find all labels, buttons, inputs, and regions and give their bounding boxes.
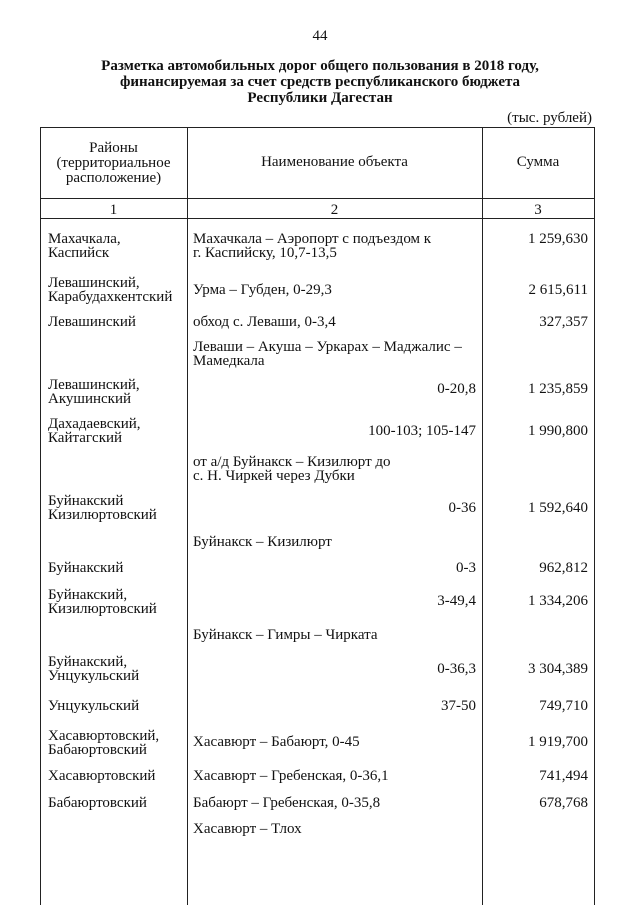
object-cell: 0-36,3 [437, 661, 476, 677]
object-cell: 3-49,4 [437, 593, 476, 609]
object-cell: 0-36 [448, 500, 476, 516]
object-cell [193, 796, 483, 810]
district-cell [48, 494, 188, 522]
district-line: Акушинский [48, 391, 132, 407]
table-header-divider [40, 198, 595, 199]
object-line: Буйнакск – Кизилюрт [193, 534, 332, 550]
district-line: Кайтагский [48, 430, 123, 446]
object-line: с. Н. Чиркей через Дубки [193, 468, 355, 484]
header-districts-line: (территориальное [56, 155, 171, 171]
table-left-border [40, 127, 41, 905]
district-line: Кизилюртовский [48, 601, 157, 617]
district-line: Унцукульский [48, 668, 140, 684]
district-line: Дахадаевский, [48, 416, 141, 432]
title-line-2: финансируемая за счет средств республиканского бюджета [119, 74, 521, 90]
units-label: (тыс. рублей) [507, 110, 592, 126]
district-line: Левашинский [48, 314, 136, 330]
object-cell [193, 735, 483, 749]
district-line: Буйнакский [48, 493, 124, 509]
district-line: Левашинский, [48, 377, 140, 393]
title-line-3: Республики Дагестан [247, 90, 393, 106]
district-line: Хасавюртовский [48, 768, 156, 784]
district-cell [48, 417, 188, 445]
object-line: Хасавюрт – Гребенская, 0-36,1 [193, 768, 389, 784]
object-cell [193, 455, 483, 483]
page-number: 44 [312, 28, 328, 44]
sum-cell: 327,357 [539, 314, 588, 330]
title-line-1: Разметка автомобильных дорог общего пользования в 2018 году, [101, 58, 539, 74]
district-line: Хасавюртовский, [48, 728, 160, 744]
district-cell [48, 378, 188, 406]
sum-cell: 678,768 [539, 795, 588, 811]
district-cell [48, 315, 188, 329]
object-line: Урма – Губден, 0-29,3 [193, 282, 332, 298]
district-cell [48, 655, 188, 683]
object-line: Хасавюрт – Бабаюрт, 0-45 [193, 734, 360, 750]
district-line: Левашинский, [48, 275, 140, 291]
district-cell [48, 769, 188, 783]
object-cell [193, 535, 483, 549]
object-cell [193, 283, 483, 297]
district-line: Бабаюртовский [48, 795, 147, 811]
header-districts-line: Районы [89, 140, 138, 156]
object-cell: 100-103; 105-147 [368, 423, 476, 439]
object-line: г. Каспийску, 10,7-13,5 [193, 245, 337, 261]
object-cell [193, 315, 483, 329]
object-cell [193, 769, 483, 783]
table-top-border [40, 127, 595, 128]
sum-cell: 1 334,206 [528, 593, 588, 609]
object-cell [193, 822, 483, 836]
sum-cell: 749,710 [539, 698, 588, 714]
district-cell [48, 588, 188, 616]
header-sum: Сумма [516, 154, 560, 170]
district-line: Унцукульский [48, 698, 140, 714]
object-line: Буйнакск – Гимры – Чирката [193, 627, 378, 643]
object-cell: 0-20,8 [437, 381, 476, 397]
col-number-2: 2 [330, 202, 339, 218]
district-line: Кизилюртовский [48, 507, 157, 523]
sum-cell: 1 919,700 [528, 734, 588, 750]
object-line: от а/д Буйнакск – Кизилюрт до [193, 454, 391, 470]
sum-cell: 1 259,630 [528, 231, 588, 247]
district-line: Карабудахкентский [48, 289, 173, 305]
col-number-1: 1 [109, 202, 118, 218]
object-cell [193, 232, 483, 260]
district-line: Буйнакский, [48, 587, 128, 603]
object-cell: 0-3 [456, 560, 476, 576]
district-line: Бабаюртовский [48, 742, 147, 758]
object-line: Мамедкала [193, 353, 265, 369]
header-districts-line: расположение) [65, 170, 162, 186]
document-title [60, 58, 580, 106]
district-cell [48, 729, 188, 757]
district-cell [48, 699, 188, 713]
sum-cell: 3 304,389 [528, 661, 588, 677]
district-line: Буйнакский, [48, 654, 128, 670]
object-line: Бабаюрт – Гребенская, 0-35,8 [193, 795, 381, 811]
object-line: Махачкала – Аэропорт с подъездом к [193, 231, 432, 247]
district-line: Буйнакский [48, 560, 124, 576]
district-line: Махачкала, [48, 231, 121, 247]
object-cell [193, 340, 483, 368]
district-cell [48, 796, 188, 810]
district-line: Каспийск [48, 245, 110, 261]
object-line: Хасавюрт – Тлох [193, 821, 302, 837]
sum-cell: 1 990,800 [528, 423, 588, 439]
object-line: Леваши – Акуша – Уркарах – Маджалис – [193, 339, 462, 355]
sum-cell: 1 235,859 [528, 381, 588, 397]
object-cell [193, 628, 483, 642]
district-cell [48, 276, 188, 304]
sum-cell: 741,494 [539, 768, 588, 784]
district-cell [48, 561, 188, 575]
header-object-name: Наименование объекта [261, 154, 408, 170]
object-cell: 37-50 [441, 698, 476, 714]
district-cell [48, 232, 188, 260]
sum-cell: 1 592,640 [528, 500, 588, 516]
sum-cell: 2 615,611 [528, 282, 588, 298]
col-number-3: 3 [534, 202, 542, 218]
sum-cell: 962,812 [539, 560, 588, 576]
header-districts [40, 141, 187, 186]
object-line: обход с. Леваши, 0-3,4 [193, 314, 336, 330]
table-right-border [594, 127, 595, 905]
